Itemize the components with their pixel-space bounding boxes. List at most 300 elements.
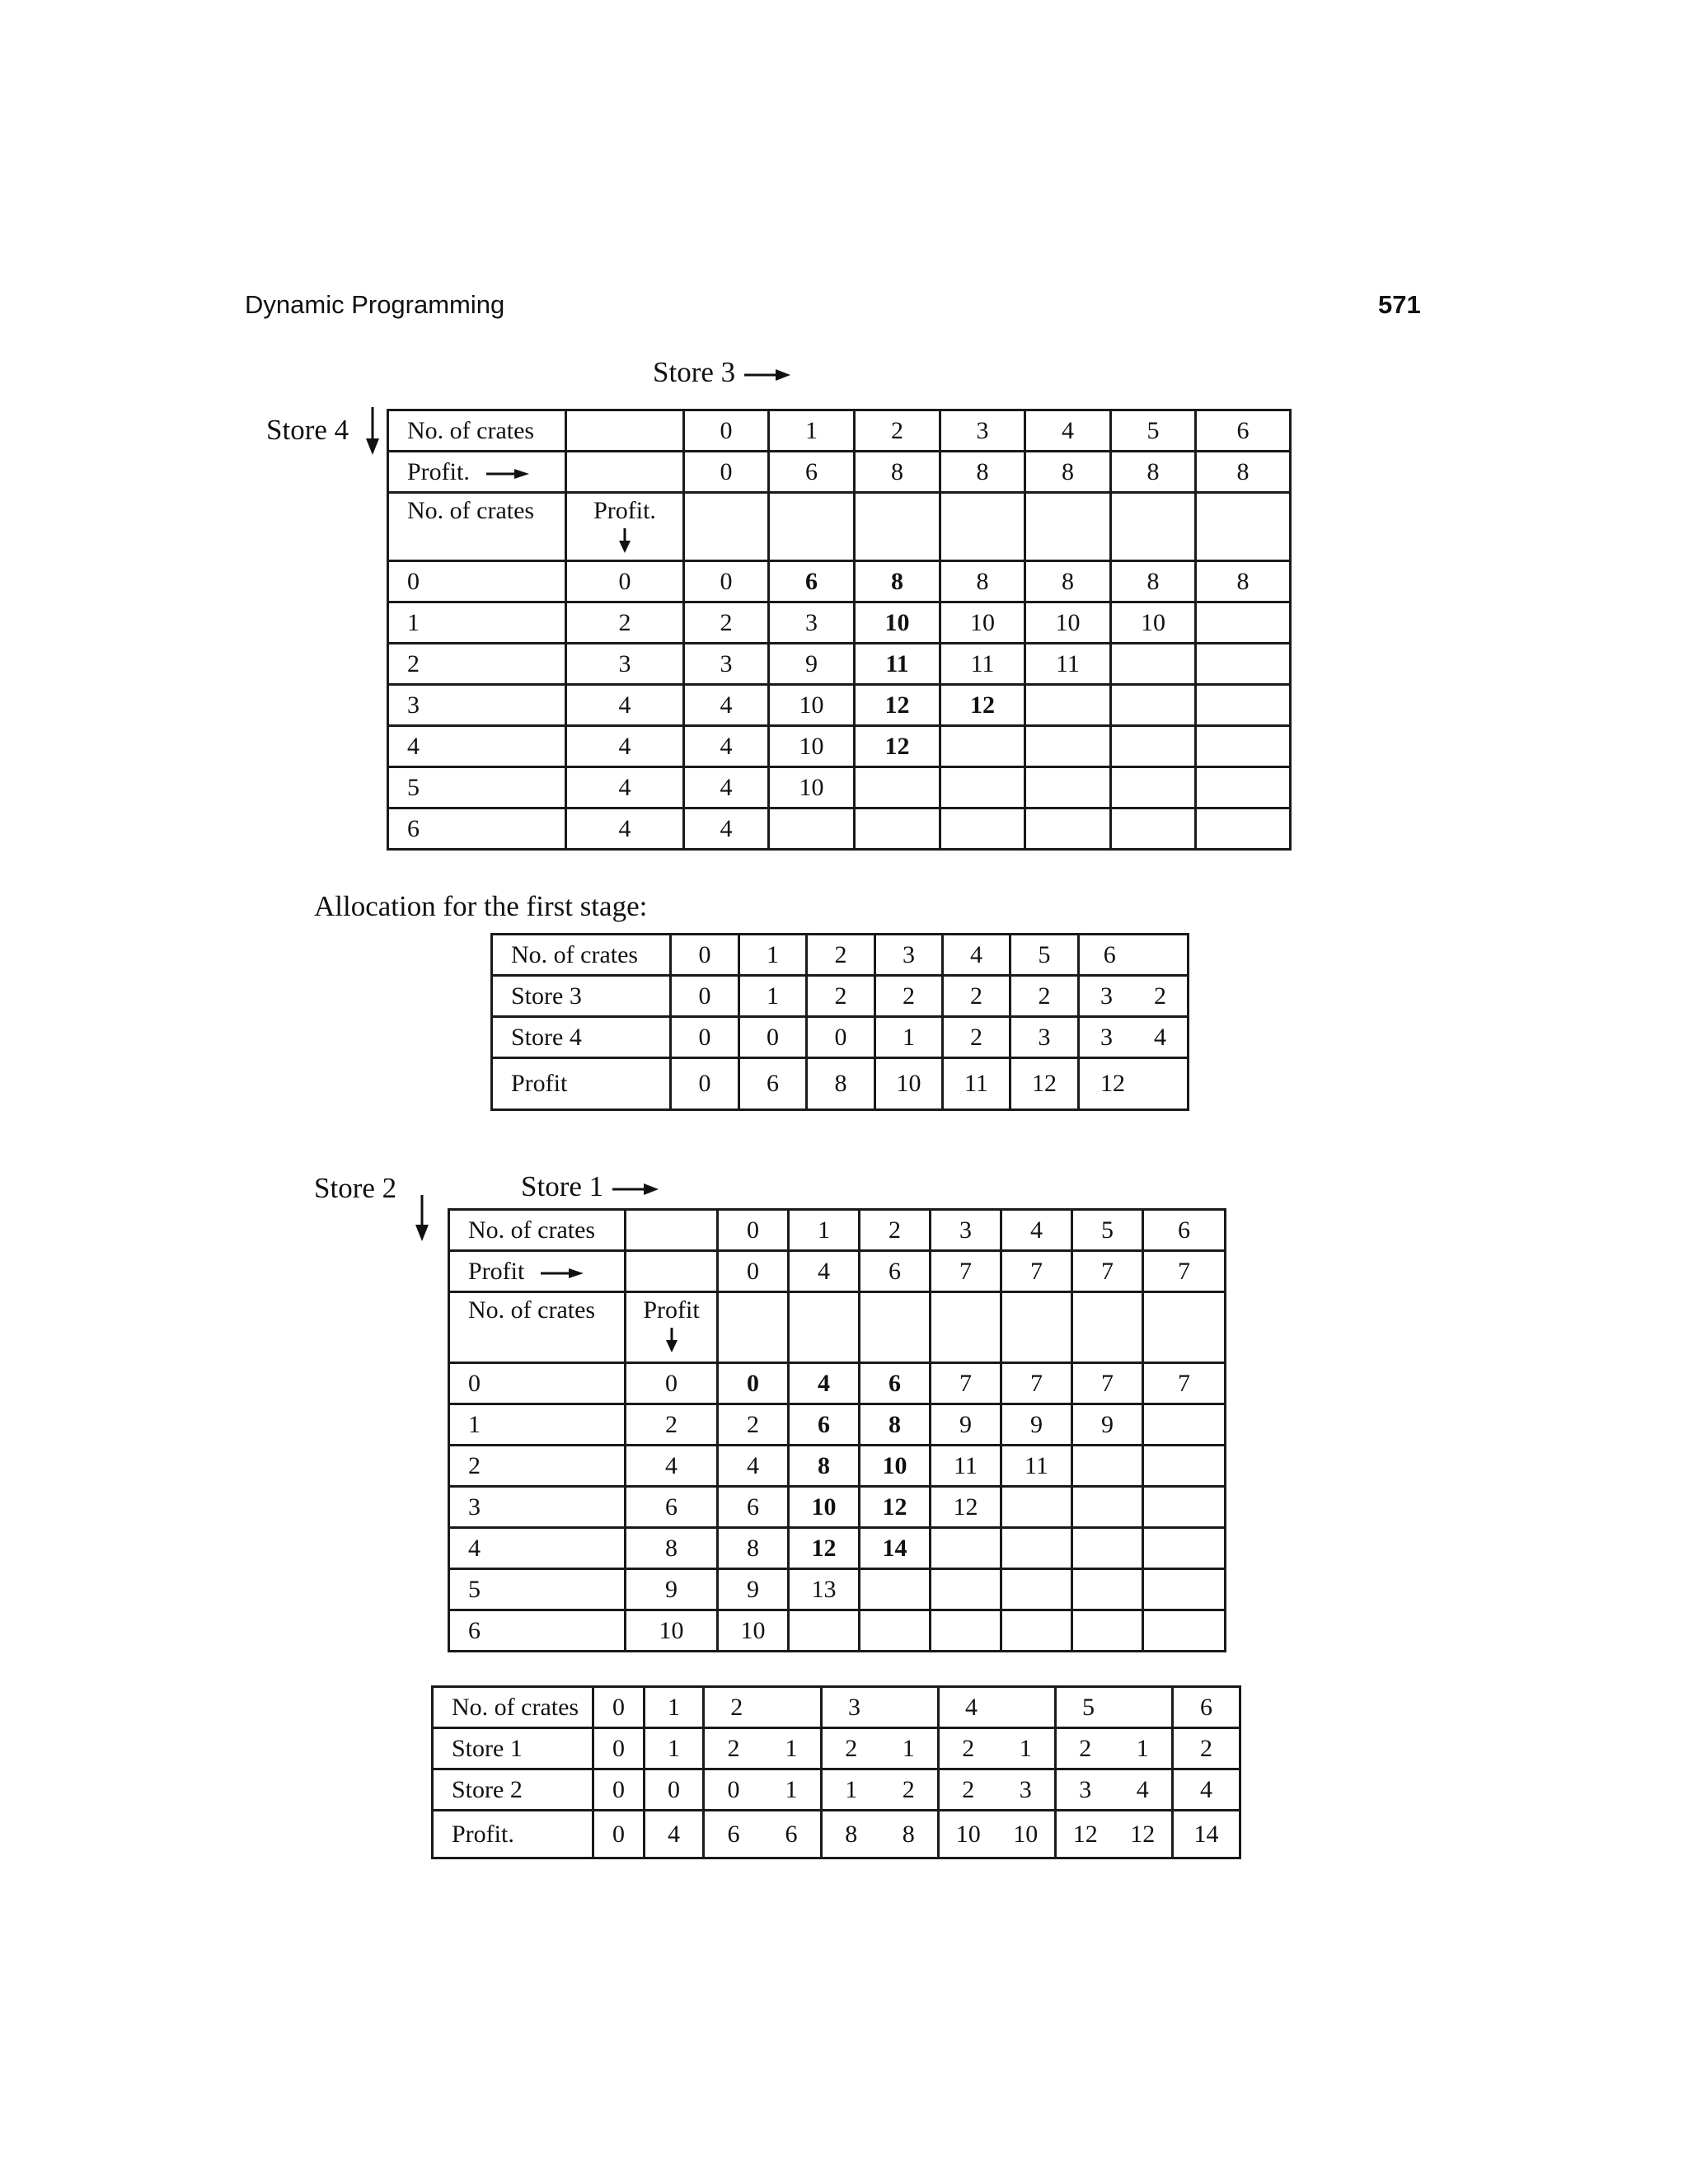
value-cell [931, 1528, 1001, 1569]
value-cell [1143, 1569, 1226, 1610]
allocation-split [1080, 1070, 1187, 1098]
allocation-split [1080, 982, 1187, 1010]
value-cell: 9 [1001, 1404, 1072, 1446]
final-label-cell: Store 2 [433, 1769, 593, 1811]
table-row [388, 602, 1291, 644]
final-option-a: 1 [845, 1775, 858, 1803]
value-cell [1143, 1528, 1226, 1569]
arrow-down-icon [617, 527, 633, 555]
final-cell: 4 [1173, 1769, 1240, 1811]
column-crates-cell: 1 [789, 1210, 860, 1251]
row-crates-cell: 0 [449, 1363, 626, 1404]
column-crates-cell: 2 [855, 410, 940, 452]
column-profit-cell: 7 [1001, 1251, 1072, 1292]
row-profit-header-label: Profit. [593, 497, 656, 524]
value-cell: 8 [789, 1446, 860, 1487]
row-crates-cell: 4 [449, 1528, 626, 1569]
allocation-split [1080, 941, 1187, 969]
value-cell: 7 [931, 1363, 1001, 1404]
empty-cell [566, 410, 684, 452]
final-label-cell: No. of crates [433, 1687, 593, 1728]
row-profit-cell: 9 [626, 1569, 718, 1610]
value-cell [940, 767, 1025, 808]
value-cell: 7 [1143, 1363, 1226, 1404]
row-profit-cell: 0 [566, 561, 684, 602]
value-cell [1111, 726, 1196, 767]
final-cell: 6 [1173, 1687, 1240, 1728]
allocation-cell: 2 [807, 935, 875, 976]
empty-cell [1143, 1292, 1226, 1363]
value-cell [1001, 1569, 1072, 1610]
value-cell [1001, 1487, 1072, 1528]
final-cell [1056, 1728, 1173, 1769]
column-crates-cell: 5 [1072, 1210, 1143, 1251]
row-profit-cell: 10 [626, 1610, 718, 1652]
empty-cell [684, 493, 769, 561]
final-cell: 0 [645, 1769, 704, 1811]
allocation-label-cell: Store 3 [492, 976, 671, 1017]
empty-cell [1072, 1292, 1143, 1363]
value-cell: 2 [718, 1404, 789, 1446]
value-cell: 0 [718, 1363, 789, 1404]
final-option-b: 1 [1136, 1734, 1149, 1762]
empty-cell [769, 493, 855, 561]
value-cell [1111, 685, 1196, 726]
value-cell [1025, 685, 1111, 726]
header-row-profit [449, 1251, 1226, 1292]
value-cell [1111, 767, 1196, 808]
row-crates-cell: 2 [388, 644, 566, 685]
crates-header: No. of crates [449, 1210, 626, 1251]
column-profit-cell: 8 [940, 452, 1025, 493]
row-crates-cell: 1 [449, 1404, 626, 1446]
final-split [823, 1735, 937, 1763]
final-cell [1056, 1811, 1173, 1858]
arrow-right-icon [743, 367, 792, 383]
table-row [388, 644, 1291, 685]
allocation-cell: 10 [875, 1058, 943, 1110]
column-crates-cell: 3 [931, 1210, 1001, 1251]
final-cell: 14 [1173, 1811, 1240, 1858]
final-cell [939, 1687, 1056, 1728]
final-split [705, 1735, 820, 1763]
value-cell [1196, 767, 1291, 808]
final-split [940, 1821, 1054, 1849]
row-profit-cell: 6 [626, 1487, 718, 1528]
value-cell [1072, 1446, 1143, 1487]
value-cell: 10 [940, 602, 1025, 644]
value-cell: 9 [718, 1569, 789, 1610]
value-cell: 12 [789, 1528, 860, 1569]
final-split [1057, 1735, 1171, 1763]
final-option-a: 6 [727, 1820, 740, 1848]
final-cell [704, 1687, 822, 1728]
value-cell [1001, 1610, 1072, 1652]
final-split [1057, 1821, 1171, 1849]
allocation-option-a: 3 [1100, 982, 1113, 1010]
allocation-cell: 3 [1010, 1017, 1079, 1058]
value-cell: 12 [931, 1487, 1001, 1528]
final-cell: 1 [645, 1687, 704, 1728]
final-cell: 4 [645, 1811, 704, 1858]
final-row [433, 1811, 1240, 1858]
value-cell: 8 [1196, 561, 1291, 602]
row-crates-cell: 5 [449, 1569, 626, 1610]
final-option-b: 12 [1130, 1820, 1156, 1848]
value-cell [1001, 1528, 1072, 1569]
final-split [705, 1821, 820, 1849]
final-cell [704, 1728, 822, 1769]
row-profit-cell: 4 [566, 726, 684, 767]
final-row [433, 1769, 1240, 1811]
final-cell: 0 [593, 1687, 645, 1728]
row-profit-cell: 4 [566, 685, 684, 726]
final-cell [1056, 1687, 1173, 1728]
empty-cell [1001, 1292, 1072, 1363]
empty-cell [626, 1210, 718, 1251]
column-crates-cell: 1 [769, 410, 855, 452]
column-profit-cell: 7 [931, 1251, 1001, 1292]
value-cell [1025, 808, 1111, 850]
arrow-down-icon [363, 405, 382, 457]
value-cell: 3 [684, 644, 769, 685]
final-option-b: 3 [1019, 1775, 1032, 1803]
header-row-profit [388, 452, 1291, 493]
allocation-cell: 0 [739, 1017, 807, 1058]
value-cell: 10 [1111, 602, 1196, 644]
value-cell [1196, 685, 1291, 726]
value-cell [855, 767, 940, 808]
final-cell [1056, 1769, 1173, 1811]
final-split [940, 1735, 1054, 1763]
empty-cell [1196, 493, 1291, 561]
value-cell [1196, 726, 1291, 767]
final-cell [822, 1687, 939, 1728]
final-split [1057, 1694, 1171, 1722]
value-cell: 9 [931, 1404, 1001, 1446]
column-profit-cell: 4 [789, 1251, 860, 1292]
final-option-a: 2 [1079, 1734, 1092, 1762]
final-cell [704, 1811, 822, 1858]
value-cell [1072, 1528, 1143, 1569]
final-cell [704, 1769, 822, 1811]
store3-store4-table [387, 409, 1292, 851]
allocation-cell: 2 [943, 976, 1010, 1017]
value-cell: 8 [860, 1404, 931, 1446]
row-profit-cell: 4 [566, 767, 684, 808]
table-row [449, 1363, 1226, 1404]
store-2-label: Store 2 [314, 1172, 397, 1204]
final-split [705, 1776, 820, 1804]
column-crates-cell: 6 [1143, 1210, 1226, 1251]
final-cell [939, 1811, 1056, 1858]
value-cell [1111, 644, 1196, 685]
final-cell: 1 [645, 1728, 704, 1769]
crates-header: No. of crates [388, 410, 566, 452]
header-row-crates [449, 1210, 1226, 1251]
final-split [823, 1821, 937, 1849]
table-row [449, 1528, 1226, 1569]
final-cell [939, 1769, 1056, 1811]
final-option-b: 1 [1019, 1734, 1032, 1762]
allocation-cell: 0 [671, 935, 739, 976]
arrow-right-icon [611, 1181, 660, 1197]
final-cell: 0 [593, 1769, 645, 1811]
row-profit-cell: 2 [566, 602, 684, 644]
value-cell: 6 [860, 1363, 931, 1404]
value-cell [789, 1610, 860, 1652]
value-cell: 4 [684, 808, 769, 850]
allocation-cell: 0 [671, 976, 739, 1017]
final-option-b: 1 [785, 1734, 798, 1762]
value-cell [931, 1610, 1001, 1652]
final-cell [822, 1769, 939, 1811]
value-cell: 0 [684, 561, 769, 602]
row-crates-cell: 5 [388, 767, 566, 808]
value-cell: 10 [789, 1487, 860, 1528]
header-row-sub [449, 1292, 1226, 1363]
row-crates-cell: 3 [449, 1487, 626, 1528]
value-cell: 14 [860, 1528, 931, 1569]
final-cell: 0 [593, 1728, 645, 1769]
row-profit-cell: 3 [566, 644, 684, 685]
allocation-label-cell: Store 4 [492, 1017, 671, 1058]
allocation-cell: 1 [739, 935, 807, 976]
store1-store2-table [448, 1208, 1226, 1652]
value-cell [940, 726, 1025, 767]
value-cell [940, 808, 1025, 850]
arrow-down-icon [663, 1326, 680, 1354]
allocation-cell: 0 [671, 1058, 739, 1110]
value-cell: 6 [718, 1487, 789, 1528]
value-cell [855, 808, 940, 850]
allocation-cell: 1 [875, 1017, 943, 1058]
value-cell [1072, 1487, 1143, 1528]
empty-cell [626, 1251, 718, 1292]
value-cell: 8 [1025, 561, 1111, 602]
allocation-last-cell [1079, 935, 1189, 976]
value-cell: 10 [769, 726, 855, 767]
final-split [1057, 1776, 1171, 1804]
final-cell: 2 [1173, 1728, 1240, 1769]
row-crates-cell: 4 [388, 726, 566, 767]
final-option-a: 12 [1072, 1820, 1098, 1848]
value-cell [1196, 602, 1291, 644]
final-option-a: 5 [1082, 1693, 1095, 1721]
column-profit-cell: 6 [860, 1251, 931, 1292]
table-row [449, 1610, 1226, 1652]
table-row [388, 767, 1291, 808]
allocation-table [490, 933, 1189, 1111]
allocation-last-cell [1079, 1058, 1189, 1110]
allocation-cell: 2 [1010, 976, 1079, 1017]
value-cell: 2 [684, 602, 769, 644]
value-cell: 12 [855, 726, 940, 767]
value-cell: 13 [789, 1569, 860, 1610]
value-cell: 8 [718, 1528, 789, 1569]
column-profit-cell: 8 [1025, 452, 1111, 493]
allocation-cell: 12 [1010, 1058, 1079, 1110]
value-cell: 4 [684, 726, 769, 767]
column-profit-cell: 8 [855, 452, 940, 493]
value-cell: 11 [855, 644, 940, 685]
value-cell: 3 [769, 602, 855, 644]
value-cell: 10 [1025, 602, 1111, 644]
final-option-a: 2 [730, 1693, 743, 1721]
row-crates-cell: 1 [388, 602, 566, 644]
arrow-right-icon [485, 467, 531, 480]
table-row [388, 561, 1291, 602]
value-cell: 10 [769, 767, 855, 808]
final-cell [822, 1811, 939, 1858]
value-cell [1111, 808, 1196, 850]
allocation-option-a: 12 [1100, 1070, 1125, 1097]
value-cell: 8 [940, 561, 1025, 602]
value-cell: 4 [684, 685, 769, 726]
final-option-b: 8 [902, 1820, 915, 1848]
allocation-last-cell [1079, 976, 1189, 1017]
allocation-row [492, 1058, 1189, 1110]
value-cell: 10 [769, 685, 855, 726]
row-profit-cell: 4 [626, 1446, 718, 1487]
column-profit-cell: 7 [1143, 1251, 1226, 1292]
column-crates-cell: 0 [718, 1210, 789, 1251]
profit-header-label: Profit. [407, 457, 470, 485]
final-label-cell: Profit. [433, 1811, 593, 1858]
value-cell: 4 [789, 1363, 860, 1404]
column-profit-cell: 8 [1111, 452, 1196, 493]
allocation-cell: 0 [671, 1017, 739, 1058]
table-row [449, 1446, 1226, 1487]
value-cell: 10 [855, 602, 940, 644]
empty-cell [566, 452, 684, 493]
empty-cell [940, 493, 1025, 561]
value-cell: 11 [1001, 1446, 1072, 1487]
allocation-row [492, 976, 1189, 1017]
final-cell: 0 [593, 1811, 645, 1858]
store-4-label: Store 4 [266, 414, 349, 446]
final-split [705, 1694, 820, 1722]
value-cell [1196, 644, 1291, 685]
table-row [449, 1404, 1226, 1446]
row-crates-cell: 6 [449, 1610, 626, 1652]
column-profit-cell: 0 [684, 452, 769, 493]
final-option-b: 6 [785, 1820, 798, 1848]
final-option-a: 10 [955, 1820, 981, 1848]
value-cell [769, 808, 855, 850]
header-row-sub [388, 493, 1291, 561]
column-crates-cell: 5 [1111, 410, 1196, 452]
store-1-label: Store 1 [521, 1170, 660, 1203]
final-label-cell: Store 1 [433, 1728, 593, 1769]
column-profit-cell: 6 [769, 452, 855, 493]
allocation-cell: 4 [943, 935, 1010, 976]
final-option-a: 2 [962, 1775, 975, 1803]
allocation-last-cell [1079, 1017, 1189, 1058]
row-profit-cell: 4 [566, 808, 684, 850]
allocation-option-b: 2 [1154, 982, 1166, 1010]
allocation-cell: 1 [739, 976, 807, 1017]
value-cell: 11 [1025, 644, 1111, 685]
value-cell: 11 [940, 644, 1025, 685]
value-cell: 12 [855, 685, 940, 726]
header-row-crates [388, 410, 1291, 452]
value-cell: 12 [860, 1487, 931, 1528]
final-split [940, 1776, 1054, 1804]
allocation-option-b: 4 [1154, 1023, 1166, 1051]
final-option-b: 4 [1136, 1775, 1149, 1803]
allocation-cell: 6 [739, 1058, 807, 1110]
value-cell: 8 [855, 561, 940, 602]
value-cell [1025, 726, 1111, 767]
value-cell [1143, 1446, 1226, 1487]
column-crates-cell: 6 [1196, 410, 1291, 452]
value-cell: 9 [1072, 1404, 1143, 1446]
value-cell [1072, 1569, 1143, 1610]
empty-cell [789, 1292, 860, 1363]
row-crates-cell: 2 [449, 1446, 626, 1487]
column-profit-cell: 0 [718, 1251, 789, 1292]
page-number: 571 [1378, 290, 1421, 319]
final-split [940, 1694, 1054, 1722]
column-profit-cell: 7 [1072, 1251, 1143, 1292]
allocation-label-cell: Profit [492, 1058, 671, 1110]
value-cell: 8 [1111, 561, 1196, 602]
final-cell [822, 1728, 939, 1769]
allocation-cell: 3 [875, 935, 943, 976]
value-cell: 6 [769, 561, 855, 602]
value-cell [1143, 1487, 1226, 1528]
arrow-right-icon [539, 1267, 585, 1280]
row-profit-header [566, 493, 684, 561]
column-crates-cell: 2 [860, 1210, 931, 1251]
row-crates-cell: 6 [388, 808, 566, 850]
empty-cell [718, 1292, 789, 1363]
allocation-cell: 2 [807, 976, 875, 1017]
table-row [449, 1487, 1226, 1528]
value-cell: 7 [1001, 1363, 1072, 1404]
empty-cell [1111, 493, 1196, 561]
allocation-label-cell: No. of crates [492, 935, 671, 976]
store-3-label: Store 3 [653, 356, 792, 389]
empty-cell [860, 1292, 931, 1363]
allocation-title: Allocation for the first stage: [314, 890, 648, 922]
final-allocation-table [431, 1685, 1241, 1859]
column-crates-cell: 3 [940, 410, 1025, 452]
value-cell: 7 [1072, 1363, 1143, 1404]
row-crates-header: No. of crates [388, 493, 566, 561]
allocation-cell: 2 [943, 1017, 1010, 1058]
final-option-a: 8 [845, 1820, 858, 1848]
profit-header-label: Profit [468, 1257, 525, 1285]
profit-header [449, 1251, 626, 1292]
value-cell [860, 1569, 931, 1610]
allocation-row [492, 935, 1189, 976]
final-split [823, 1776, 937, 1804]
empty-cell [1025, 493, 1111, 561]
final-option-b: 2 [902, 1775, 915, 1803]
table-row [449, 1569, 1226, 1610]
final-option-a: 0 [727, 1775, 740, 1803]
final-row [433, 1728, 1240, 1769]
final-option-a: 3 [848, 1693, 860, 1721]
allocation-cell: 8 [807, 1058, 875, 1110]
row-crates-cell: 3 [388, 685, 566, 726]
value-cell [931, 1569, 1001, 1610]
value-cell: 10 [718, 1610, 789, 1652]
allocation-cell: 5 [1010, 935, 1079, 976]
table-row [388, 726, 1291, 767]
